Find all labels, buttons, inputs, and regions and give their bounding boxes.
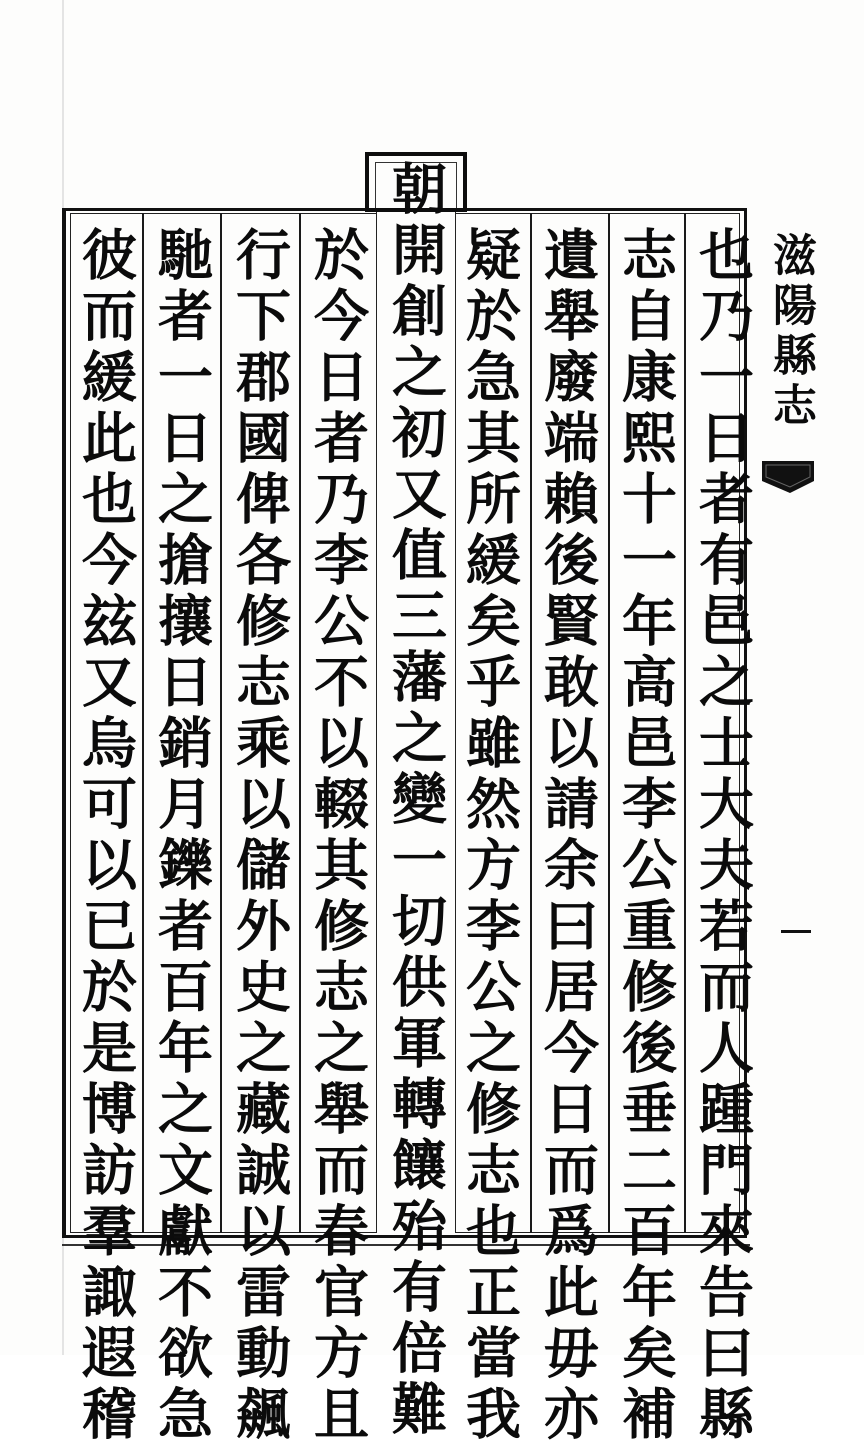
text-column-8: 馳者一日之搶攘日銷月鑠者百年之文獻不欲急 bbox=[149, 226, 214, 1446]
text-column-1: 也乃一日者有邑之士大夫若而人踵門來告曰縣 bbox=[690, 226, 755, 1446]
column-divider bbox=[530, 213, 532, 1233]
text-column-7: 行下郡國俾各修志乘以儲外史之藏誠以雷動飆 bbox=[227, 226, 292, 1446]
fish-tail-mark bbox=[760, 455, 816, 503]
column-divider bbox=[608, 213, 610, 1233]
column-divider bbox=[684, 213, 686, 1233]
text-column-4: 疑於急其所緩矣乎雖然方李公之修志也正當我 bbox=[457, 226, 522, 1446]
column-divider bbox=[220, 213, 222, 1233]
text-column-6: 於今日者乃李公不以輟其修志之舉而春官方且 bbox=[305, 226, 370, 1446]
text-column-5: 朝開創之初又值三藩之變一切供軍轉饟殆有倍難 bbox=[383, 160, 448, 1441]
margin-title: 滋陽縣志 bbox=[765, 232, 816, 432]
text-column-2: 志自康熙十一年高邑李公重修後垂二百年矣補 bbox=[613, 226, 678, 1446]
text-column-3: 遺舉廢端賴後賢敢以請余曰居今日而爲此毋亦 bbox=[535, 226, 600, 1446]
column-divider bbox=[142, 213, 144, 1233]
folio-mark bbox=[781, 930, 811, 933]
text-column-9: 彼而緩此也今玆又烏可以已於是博訪羣諏遐稽 bbox=[73, 226, 138, 1446]
column-divider bbox=[299, 213, 301, 1233]
